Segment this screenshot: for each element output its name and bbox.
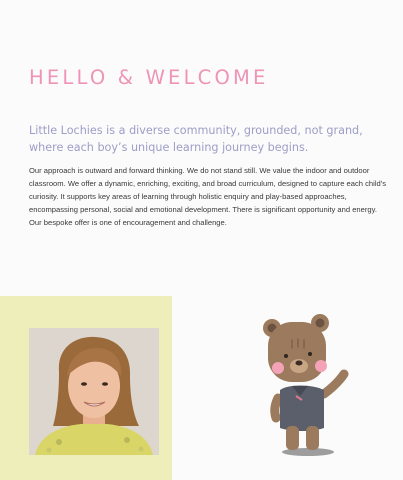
intro-paragraph: Little Lochies is a diverse community, grounded, not grand, where each boy’s unique learning journey begins. <box>29 124 363 154</box>
bear-mascot-illustration <box>258 312 354 460</box>
body-paragraph: Our approach is outward and forward thinking. We do not stand still. We value the indoor and outdoor classroom. We offer a dynamic, enriching, exciting, and broad curriculum, designed to capture each child’s curiosity. It supports key areas of learning through holistic enquiry and play-based approaches, encompassing personal, social and emotional development. There is significant opportunity and energy. Our bespoke offer is one of encouragement and challenge. <box>29 166 387 228</box>
page-title: HELLO & WELCOME <box>29 66 269 89</box>
portrait-illustration <box>29 328 159 455</box>
portrait-photo <box>29 328 159 455</box>
bear-icon <box>258 312 354 460</box>
